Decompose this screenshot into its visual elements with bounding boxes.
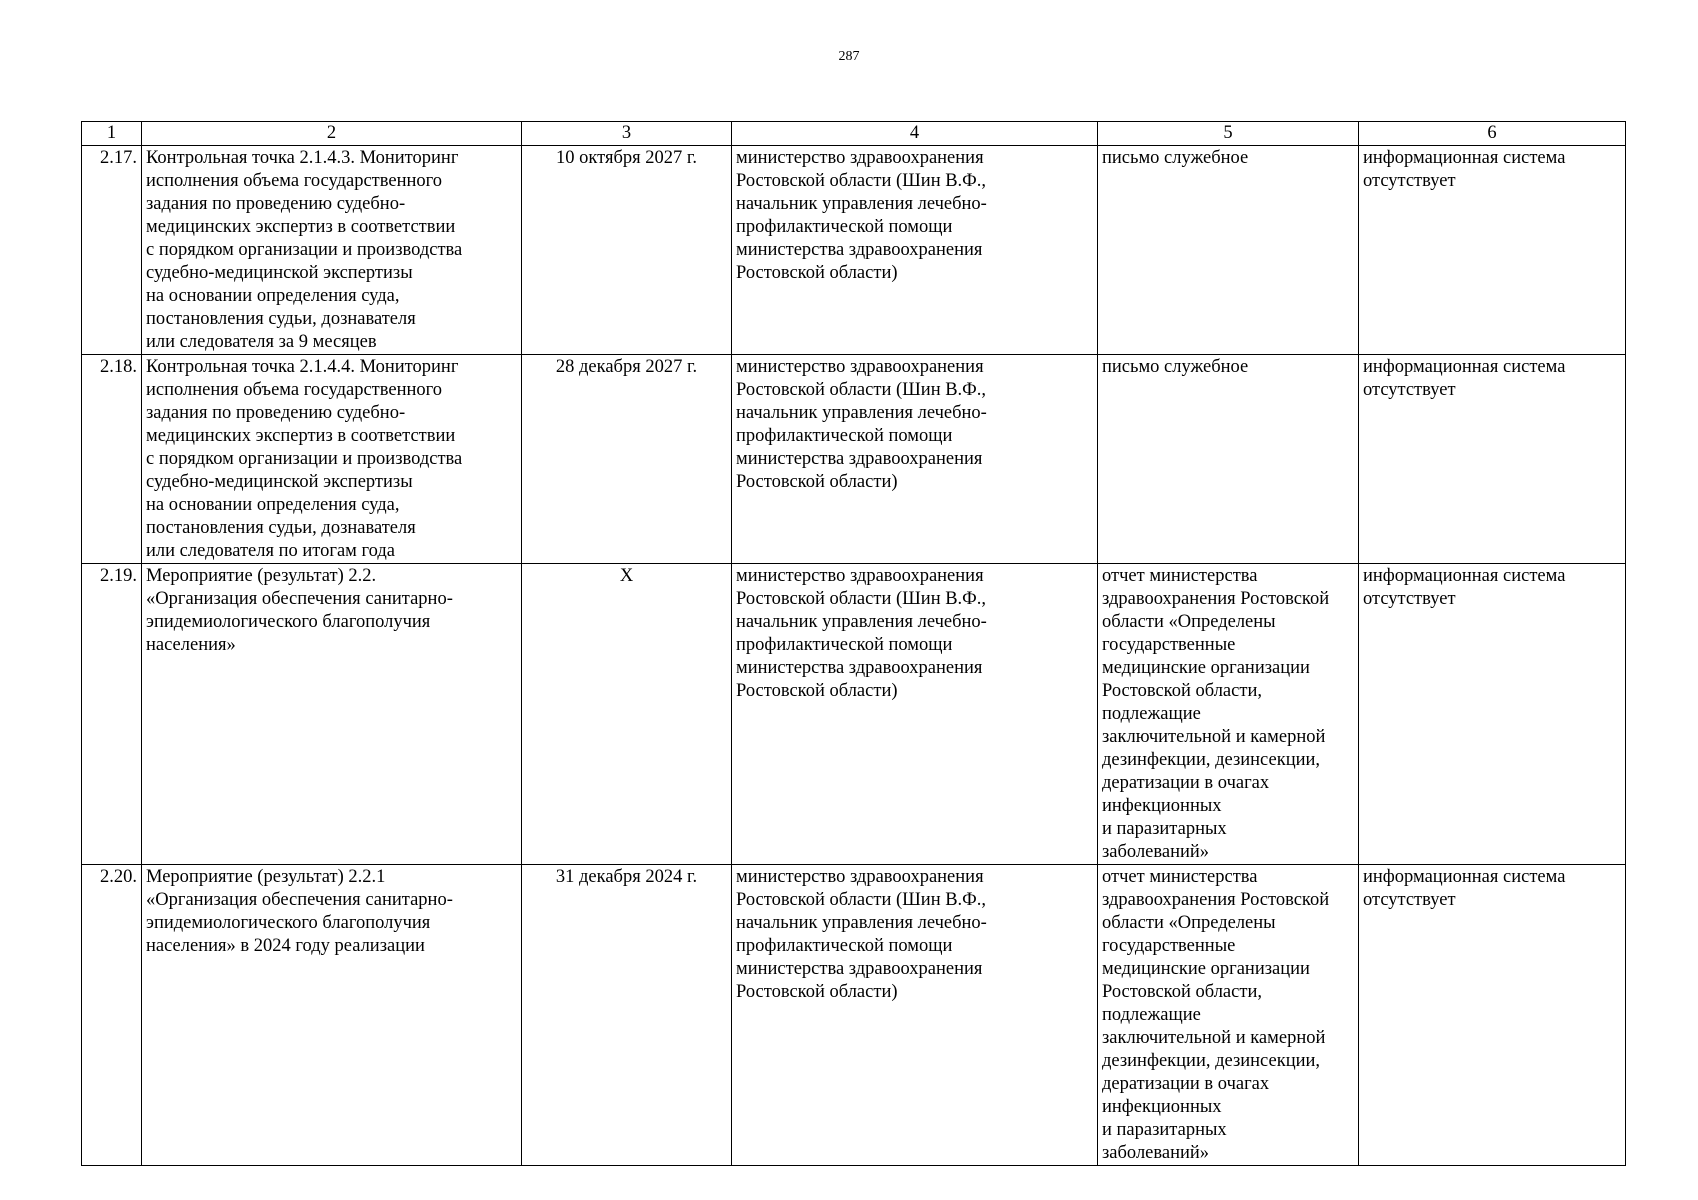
responsible: министерство здравоохранения Ростовской области (Шин В.Ф., начальник управления лечебно- профилактической помощи министерства здравоохранения Ростовской области) [732,146,1098,355]
column-header-6: 6 [1359,122,1626,146]
deadline: Х [522,564,732,865]
information-system: информационная система отсутствует [1359,355,1626,564]
event-name: Мероприятие (результат) 2.2.1 «Организация обеспечения санитарно- эпидемиологического благополучия населения» в 2024 году реализации [142,865,522,1166]
row-number: 2.20. [82,865,142,1166]
row-number: 2.17. [82,146,142,355]
table-row [82,865,1626,1166]
information-system: информационная система отсутствует [1359,564,1626,865]
deadline: 31 декабря 2024 г. [522,865,732,1166]
confirming-document: отчет министерства здравоохранения Ростовской области «Определены государственные медицинские организации Ростовской области, подлежащие заключительной и камерной дезинфекции, дезинсекции, дератизации в очагах инфекционных и паразитарных заболеваний» [1098,564,1359,865]
column-header-2: 2 [142,122,522,146]
table-header-row [82,122,1626,146]
event-name: Контрольная точка 2.1.4.4. Мониторинг исполнения объема государственного задания по проведению судебно- медицинских экспертиз в соответствии с порядком организации и производства судебно-медицинской экспертизы на основании определения суда, постановления судьи, дознавателя или следователя по итогам года [142,355,522,564]
responsible: министерство здравоохранения Ростовской области (Шин В.Ф., начальник управления лечебно- профилактической помощи министерства здравоохранения Ростовской области) [732,865,1098,1166]
deadline: 28 декабря 2027 г. [522,355,732,564]
column-header-1: 1 [82,122,142,146]
responsible: министерство здравоохранения Ростовской области (Шин В.Ф., начальник управления лечебно- профилактической помощи министерства здравоохранения Ростовской области) [732,564,1098,865]
column-header-4: 4 [732,122,1098,146]
plan-table [81,121,1626,1166]
confirming-document: письмо служебное [1098,146,1359,355]
table-row [82,355,1626,564]
deadline: 10 октября 2027 г. [522,146,732,355]
confirming-document: отчет министерства здравоохранения Ростовской области «Определены государственные медицинские организации Ростовской области, подлежащие заключительной и камерной дезинфекции, дезинсекции, дератизации в очагах инфекционных и паразитарных заболеваний» [1098,865,1359,1166]
event-name: Контрольная точка 2.1.4.3. Мониторинг исполнения объема государственного задания по проведению судебно- медицинских экспертиз в соответствии с порядком организации и производства судебно-медицинской экспертизы на основании определения суда, постановления судьи, дознавателя или следователя за 9 месяцев [142,146,522,355]
information-system: информационная система отсутствует [1359,146,1626,355]
event-name: Мероприятие (результат) 2.2. «Организация обеспечения санитарно- эпидемиологического благополучия населения» [142,564,522,865]
table-row [82,146,1626,355]
column-header-5: 5 [1098,122,1359,146]
information-system: информационная система отсутствует [1359,865,1626,1166]
row-number: 2.18. [82,355,142,564]
column-header-3: 3 [522,122,732,146]
page-number: 287 [838,49,860,64]
confirming-document: письмо служебное [1098,355,1359,564]
responsible: министерство здравоохранения Ростовской области (Шин В.Ф., начальник управления лечебно- профилактической помощи министерства здравоохранения Ростовской области) [732,355,1098,564]
row-number: 2.19. [82,564,142,865]
table-row [82,564,1626,865]
